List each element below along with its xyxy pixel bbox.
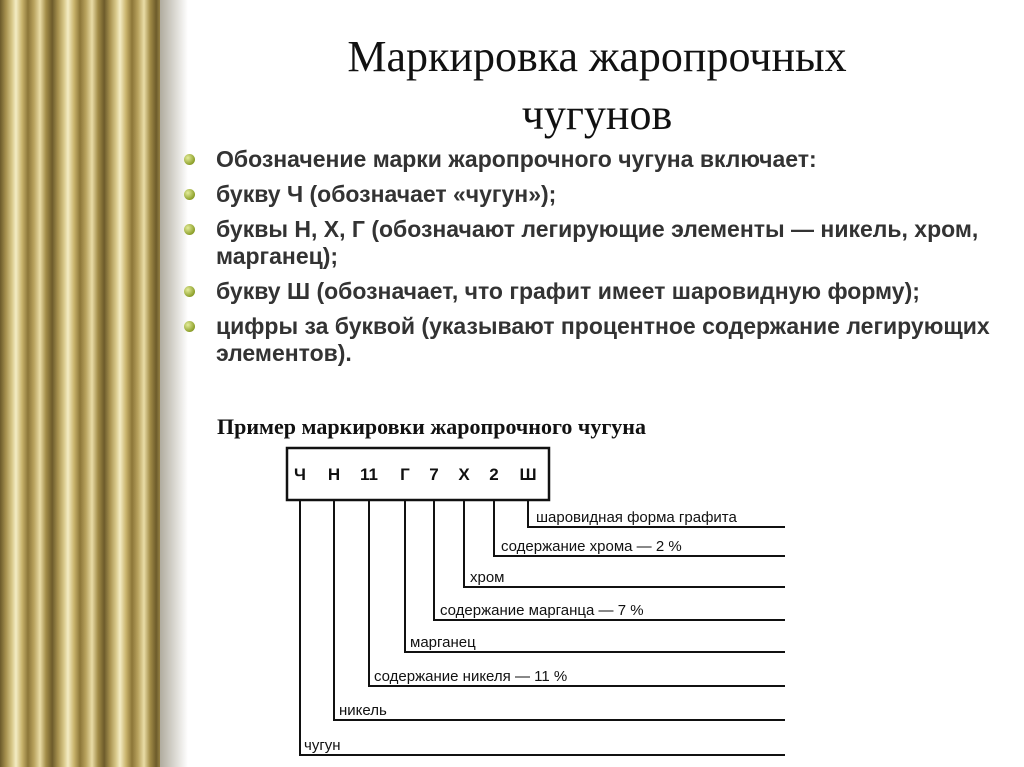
bullet-text: буквы Н, Х, Г (обозначают легирующие элементы — никель, хром, марганец); (216, 216, 979, 269)
example-title: Пример маркировки жаропрочного чугуна (217, 414, 646, 439)
label-nickel-content: содержание никеля — 11 % (374, 668, 568, 685)
symbol-ch: Ч (294, 465, 306, 484)
symbol-2: 2 (489, 465, 499, 484)
bullet-text: цифры за буквой (указывают процентное содержание легирующих элементов). (216, 313, 990, 366)
symbol-sh: Ш (519, 465, 537, 484)
label-chrome-content: содержание хрома — 2 % (501, 538, 682, 555)
symbol-7: 7 (429, 465, 439, 484)
bullet-text: букву Ш (обозначает, что графит имеет шаровидную форму); (216, 278, 920, 304)
label-manganese-content: содержание марганца — 7 % (440, 602, 644, 619)
bullet-text: Обозначение марки жаропрочного чугуна включает: (216, 146, 817, 172)
label-cast-iron: чугун (304, 737, 341, 754)
marking-box (287, 448, 549, 500)
symbol-11: 11 (360, 465, 378, 484)
symbol-n: Н (327, 465, 341, 484)
label-manganese: марганец (410, 634, 476, 651)
title-line-2: чугунов (521, 90, 673, 139)
symbol-g: Г (400, 465, 410, 484)
bullet-text: букву Ч (обозначает «чугун»); (216, 181, 557, 207)
title-line-1: Маркировка жаропрочных (347, 32, 847, 81)
label-chrome: хром (470, 569, 505, 586)
symbol-kh: Х (458, 465, 470, 484)
label-graphite-shape: шаровидная форма графита (536, 509, 737, 526)
label-nickel: никель (339, 702, 387, 719)
